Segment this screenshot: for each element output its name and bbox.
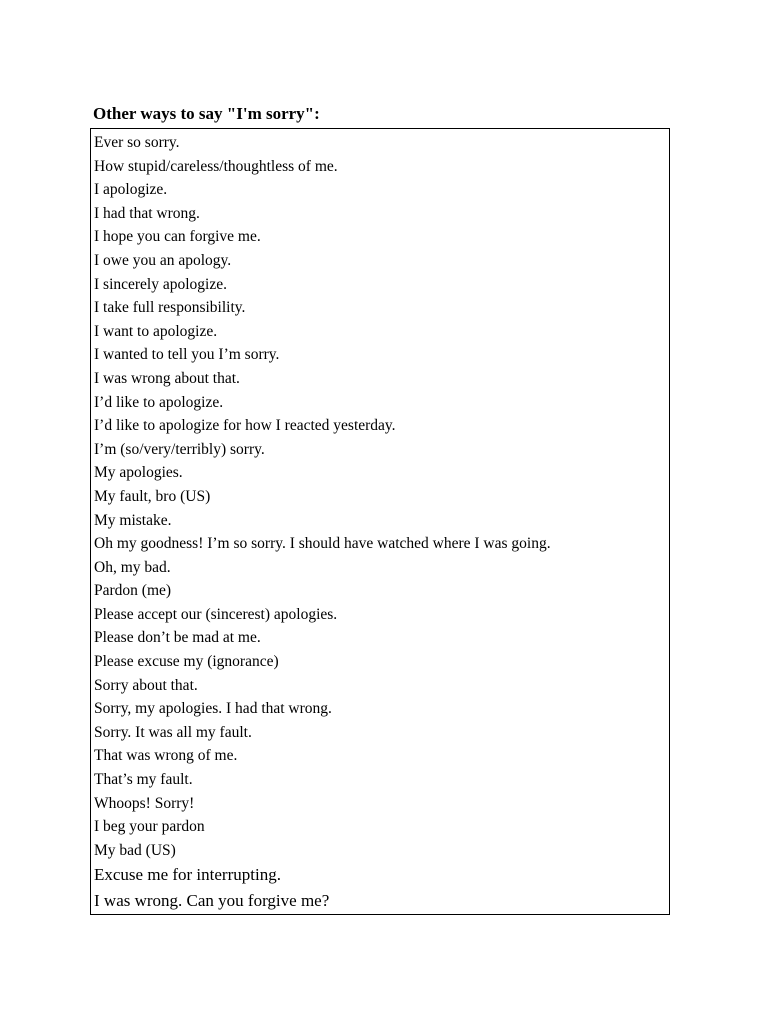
phrase-item: Sorry, my apologies. I had that wrong. xyxy=(94,700,332,718)
phrase-item: Pardon (me) xyxy=(94,582,172,600)
phrase-item: I had that wrong. xyxy=(94,204,200,222)
phrase-item: Oh, my bad. xyxy=(94,558,171,576)
phrase-item: Sorry. It was all my fault. xyxy=(94,723,252,741)
phrase-item: I’d like to apologize for how I reacted yesterday. xyxy=(94,417,396,435)
phrase-item: Ever so sorry. xyxy=(94,134,180,151)
phrase-item: Please don’t be mad at me. xyxy=(94,629,261,647)
phrase-item: My fault, bro (US) xyxy=(94,487,211,505)
phrase-item: I owe you an apology. xyxy=(94,251,232,269)
phrase-item: I was wrong about that. xyxy=(94,369,240,387)
phrase-item: Please accept our (sincerest) apologies. xyxy=(94,605,338,623)
phrase-item: Please excuse my (ignorance) xyxy=(94,653,279,671)
phrase-item: Oh my goodness! I’m so sorry. I should have watched where I was going. xyxy=(94,535,551,553)
phrase-item: My mistake. xyxy=(94,511,172,529)
phrase-item: That’s my fault. xyxy=(94,771,193,789)
phrase-list xyxy=(94,131,551,913)
phrase-item: Sorry about that. xyxy=(94,676,198,694)
phrase-item: My bad (US) xyxy=(94,841,176,859)
phrase-item: I want to apologize. xyxy=(94,322,218,340)
phrase-item: How stupid/careless/thoughtless of me. xyxy=(94,157,338,175)
phrase-item: My apologies. xyxy=(94,464,183,482)
phrase-item: I apologize. xyxy=(94,181,168,199)
phrase-item: Excuse me for interrupting. xyxy=(94,865,281,885)
phrase-item: I hope you can forgive me. xyxy=(94,228,261,246)
phrase-item: I was wrong. Can you forgive me? xyxy=(94,890,330,910)
phrase-item: That was wrong of me. xyxy=(94,747,238,765)
phrase-item: I sincerely apologize. xyxy=(94,275,227,293)
phrase-item: Whoops! Sorry! xyxy=(94,794,195,812)
phrase-table xyxy=(90,128,670,915)
phrase-item: I take full responsibility. xyxy=(94,299,246,317)
page-title: Other ways to say "I'm sorry": xyxy=(93,104,320,123)
phrase-item: I beg your pardon xyxy=(94,818,205,836)
phrase-item: I’m (so/very/terribly) sorry. xyxy=(94,440,265,458)
phrase-item: I’d like to apologize. xyxy=(94,393,224,411)
phrase-item: I wanted to tell you I’m sorry. xyxy=(94,346,280,364)
